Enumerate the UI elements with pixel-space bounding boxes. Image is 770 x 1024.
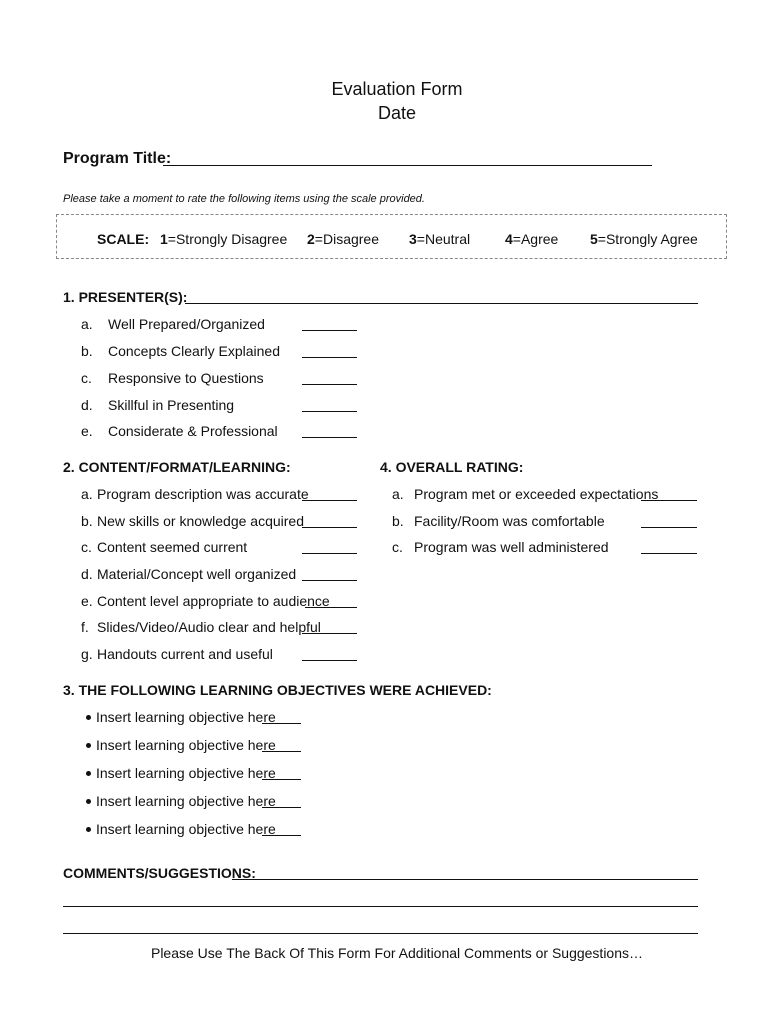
objective-rating-blank[interactable] [262,723,301,724]
presenter-rating-blank[interactable] [302,357,357,358]
section-presenters-title: 1. PRESENTER(S): [63,289,188,305]
bullet-icon [86,715,91,720]
presenter-name-field[interactable] [185,303,698,304]
presenter-rating-blank[interactable] [302,437,357,438]
overall-item-label: Facility/Room was comfortable [414,513,605,529]
objective-item: Insert learning objective here [86,765,276,781]
section-overall-title: 4. OVERALL RATING: [380,459,524,475]
bullet-icon [86,743,91,748]
scale-item-3: 3=Neutral [409,231,471,247]
content-item-label: Program description was accurate [97,486,309,502]
content-rating-blank[interactable] [305,607,357,608]
content-item-label: Slides/Video/Audio clear and helpful [97,619,321,635]
scale-item-2: 2=Disagree [307,231,379,247]
presenter-item-letter: d. [81,397,93,413]
program-title-label: Program Title: [63,150,172,167]
content-item-letter: f. [81,619,89,635]
presenter-item-letter: c. [81,370,92,386]
presenter-item-letter: b. [81,343,93,359]
form-date-label: Date [377,103,417,123]
presenter-rating-blank[interactable] [302,384,357,385]
objective-rating-blank[interactable] [262,779,301,780]
instructions-text: Please take a moment to rate the following items using the scale provided. [63,193,425,205]
presenter-item-label: Responsive to Questions [108,370,264,386]
scale-item-4: 4=Agree [505,231,559,247]
scale-item-1: 1=Strongly Disagree [160,231,288,247]
presenter-rating-blank[interactable] [302,330,357,331]
content-item-letter: c. [81,539,92,555]
comments-field-line[interactable] [232,879,698,880]
presenter-item-letter: a. [81,316,93,332]
content-rating-blank[interactable] [302,527,357,528]
objective-rating-blank[interactable] [262,751,301,752]
section-content-title: 2. CONTENT/FORMAT/LEARNING: [63,459,291,475]
bullet-icon [86,771,91,776]
objective-rating-blank[interactable] [262,807,301,808]
presenter-item-label: Skillful in Presenting [108,397,235,413]
content-rating-blank[interactable] [302,500,357,501]
presenter-item-label: Considerate & Professional [108,423,278,439]
objective-rating-blank[interactable] [262,835,301,836]
form-title: Evaluation Form [331,79,463,99]
content-rating-blank[interactable] [302,553,357,554]
content-item-label: Material/Concept well organized [97,566,297,582]
overall-item-label: Program was well administered [414,539,609,555]
objective-item: Insert learning objective here [86,821,276,837]
objective-item: Insert learning objective here [86,709,276,725]
bullet-icon [86,799,91,804]
overall-rating-blank[interactable] [641,527,697,528]
content-rating-blank[interactable] [302,580,357,581]
content-item-letter: a. [81,486,93,502]
content-rating-blank[interactable] [302,633,357,634]
content-item-letter: b. [81,513,93,529]
overall-item-letter: a. [392,486,404,502]
overall-item-letter: b. [392,513,404,529]
comments-label: COMMENTS/SUGGESTIONS: [63,865,256,881]
presenter-item-letter: e. [81,423,93,439]
overall-item-label: Program met or exceeded expectations [414,486,659,502]
content-item-letter: d. [81,566,93,582]
content-item-label: Handouts current and useful [97,646,273,662]
presenter-item-label: Well Prepared/Organized [108,316,265,332]
comments-field-line[interactable] [63,933,698,934]
overall-rating-blank[interactable] [641,553,697,554]
overall-rating-blank[interactable] [641,500,697,501]
overall-item-letter: c. [392,539,403,555]
comments-field-line[interactable] [63,906,698,907]
scale-item-5: 5=Strongly Agree [590,231,698,247]
content-item-label: New skills or knowledge acquired [97,513,304,529]
presenter-item-label: Concepts Clearly Explained [108,343,280,359]
content-item-letter: e. [81,593,93,609]
objective-item: Insert learning objective here [86,737,276,753]
content-item-label: Content seemed current [97,539,248,555]
scale-label: SCALE: [97,231,150,247]
section-objectives-title: 3. THE FOLLOWING LEARNING OBJECTIVES WERE ACHIEVED: [63,682,492,698]
program-title-field[interactable] [163,165,652,166]
content-item-letter: g. [81,646,93,662]
footer-note: Please Use The Back Of This Form For Additional Comments or Suggestions… [150,945,644,961]
content-item-label: Content level appropriate to audience [97,593,330,609]
content-rating-blank[interactable] [302,660,357,661]
presenter-rating-blank[interactable] [302,411,357,412]
objective-item: Insert learning objective here [86,793,276,809]
bullet-icon [86,827,91,832]
